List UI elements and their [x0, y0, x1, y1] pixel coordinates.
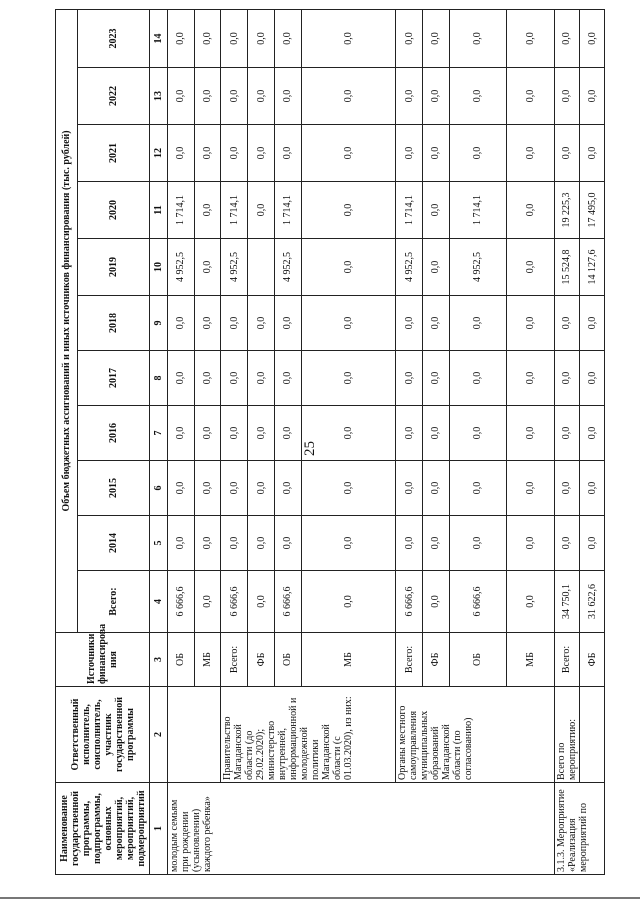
year-value: 17 495,0 — [580, 182, 605, 239]
year-value: 0,0 — [396, 296, 423, 351]
year-value: 4 952,5 — [168, 239, 195, 296]
year-value: 0,0 — [301, 461, 396, 516]
total-value: 6 666,6 — [396, 571, 423, 633]
year-value: 0,0 — [422, 461, 449, 516]
year-value: 0,0 — [274, 68, 301, 125]
total-value: 6 666,6 — [274, 571, 301, 633]
year-value: 0,0 — [449, 406, 507, 461]
funding-source: ФБ — [580, 633, 605, 687]
header-year: 2017 — [78, 351, 150, 406]
year-value: 0,0 — [274, 461, 301, 516]
year-value: 0,0 — [554, 516, 580, 571]
year-value: 0,0 — [301, 351, 396, 406]
year-value: 1 714,1 — [221, 182, 248, 239]
header-total: Всего: — [78, 571, 150, 633]
funding-source: ОБ — [274, 633, 301, 687]
year-value: 0,0 — [194, 68, 221, 125]
header-year: 2019 — [78, 239, 150, 296]
year-value: 0,0 — [507, 461, 554, 516]
column-number: 1 — [150, 783, 168, 875]
executor-name: Правительство Магаданской области (до 29.02.2020); министерство внутренней, информационной и молодежной политики Магаданской области (с 01.03.2020), из них: — [221, 687, 396, 783]
year-value: 14 127,6 — [580, 239, 605, 296]
header-year: 2018 — [78, 296, 150, 351]
year-value: 0,0 — [194, 351, 221, 406]
executor-name — [580, 687, 605, 783]
year-value: 1 714,1 — [396, 182, 423, 239]
header-year: 2023 — [78, 9, 150, 67]
year-value: 0,0 — [580, 9, 605, 67]
year-value: 0,0 — [301, 68, 396, 125]
year-value: 0,0 — [507, 125, 554, 182]
financing-table-wrapper — [55, 10, 605, 875]
year-value: 0,0 — [248, 9, 275, 67]
year-value: 0,0 — [301, 516, 396, 571]
year-value: 0,0 — [248, 125, 275, 182]
year-value: 0,0 — [194, 182, 221, 239]
header-name-col: Наименование государственной программы, подпрограммы, основных мероприятий, мероприятий, подмероприятий — [56, 783, 150, 875]
year-value: 0,0 — [274, 296, 301, 351]
year-value: 0,0 — [422, 516, 449, 571]
funding-source: МБ — [301, 633, 396, 687]
year-value: 0,0 — [168, 125, 195, 182]
year-value: 0,0 — [580, 68, 605, 125]
year-value: 0,0 — [248, 68, 275, 125]
header-year: 2022 — [78, 68, 150, 125]
year-value: 0,0 — [168, 351, 195, 406]
year-value: 0,0 — [168, 516, 195, 571]
total-value: 0,0 — [301, 571, 396, 633]
year-value: 0,0 — [168, 406, 195, 461]
year-value: 0,0 — [301, 239, 396, 296]
year-value: 0,0 — [301, 296, 396, 351]
year-value: 0,0 — [449, 125, 507, 182]
funding-source: МБ — [507, 633, 554, 687]
year-value: 0,0 — [422, 182, 449, 239]
header-year: 2020 — [78, 182, 150, 239]
year-value: 0,0 — [168, 9, 195, 67]
year-value: 0,0 — [554, 296, 580, 351]
column-number: 2 — [150, 687, 168, 783]
year-value: 0,0 — [274, 516, 301, 571]
activity-name: 3.1.3. Мероприятие «Реализация мероприятий по — [554, 783, 605, 875]
year-value: 0,0 — [422, 9, 449, 67]
year-value: 0,0 — [396, 125, 423, 182]
year-value: 0,0 — [554, 125, 580, 182]
year-value: 0,0 — [301, 9, 396, 67]
year-value: 0,0 — [396, 516, 423, 571]
year-value: 0,0 — [554, 9, 580, 67]
year-value: 0,0 — [301, 182, 396, 239]
year-value: 0,0 — [194, 125, 221, 182]
year-value: 0,0 — [580, 461, 605, 516]
year-value: 0,0 — [507, 296, 554, 351]
funding-source: МБ — [194, 633, 221, 687]
year-value: 0,0 — [248, 182, 275, 239]
year-value: 0,0 — [221, 351, 248, 406]
column-number: 10 — [150, 239, 168, 296]
year-value: 4 952,5 — [396, 239, 423, 296]
column-number: 11 — [150, 182, 168, 239]
funding-source: Всего: — [554, 633, 580, 687]
year-value: 4 952,5 — [449, 239, 507, 296]
header-source-col: Источники финансирова ния — [56, 633, 150, 687]
year-value: 0,0 — [507, 516, 554, 571]
year-value: 0,0 — [422, 239, 449, 296]
year-value: 0,0 — [194, 9, 221, 67]
year-value: 1 714,1 — [168, 182, 195, 239]
column-number: 9 — [150, 296, 168, 351]
table-row — [168, 9, 195, 874]
year-value: 0,0 — [168, 296, 195, 351]
total-value: 31 622,6 — [580, 571, 605, 633]
year-value: 0,0 — [396, 461, 423, 516]
year-value: 0,0 — [580, 516, 605, 571]
bottom-rule — [0, 897, 640, 899]
year-value: 0,0 — [221, 125, 248, 182]
total-value: 34 750,1 — [554, 571, 580, 633]
table-row — [396, 9, 423, 874]
total-value: 6 666,6 — [449, 571, 507, 633]
total-value: 0,0 — [507, 571, 554, 633]
activity-name: молодым семьям при рождении (усыновлении) каждого ребенка» — [168, 783, 555, 875]
year-value: 0,0 — [248, 296, 275, 351]
year-value: 0,0 — [221, 9, 248, 67]
page-number: 25 — [302, 441, 318, 456]
total-value: 6 666,6 — [168, 571, 195, 633]
year-value: 0,0 — [396, 68, 423, 125]
executor-name — [168, 687, 221, 783]
year-value: 0,0 — [248, 461, 275, 516]
year-value: 0,0 — [301, 125, 396, 182]
year-value: 0,0 — [396, 9, 423, 67]
header-financing-group: Объем бюджетных ассигнований и иных источников финансирования (тыс. рублей) — [56, 9, 78, 632]
year-value: 0,0 — [554, 351, 580, 406]
year-value: 15 524,8 — [554, 239, 580, 296]
year-value: 0,0 — [422, 351, 449, 406]
table-row — [221, 9, 248, 874]
total-value: 0,0 — [194, 571, 221, 633]
year-value: 19 225,3 — [554, 182, 580, 239]
year-value: 4 952,5 — [221, 239, 248, 296]
year-value: 0,0 — [580, 351, 605, 406]
year-value: 0,0 — [449, 461, 507, 516]
header-year: 2016 — [78, 406, 150, 461]
year-value: 0,0 — [221, 516, 248, 571]
year-value: 0,0 — [422, 68, 449, 125]
year-value: 0,0 — [301, 406, 396, 461]
year-value: 0,0 — [507, 182, 554, 239]
year-value: 0,0 — [422, 125, 449, 182]
year-value: 0,0 — [507, 351, 554, 406]
total-value: 0,0 — [422, 571, 449, 633]
year-value: 0,0 — [194, 239, 221, 296]
year-value: 0,0 — [194, 461, 221, 516]
column-number: 5 — [150, 516, 168, 571]
funding-source: ОБ — [449, 633, 507, 687]
year-value: 0,0 — [580, 406, 605, 461]
year-value: 1 714,1 — [449, 182, 507, 239]
column-number: 4 — [150, 571, 168, 633]
column-number: 3 — [150, 633, 168, 687]
total-value: 0,0 — [248, 571, 275, 633]
year-value: 4 952,5 — [274, 239, 301, 296]
year-value: 0,0 — [507, 68, 554, 125]
year-value: 0,0 — [274, 9, 301, 67]
column-number: 14 — [150, 9, 168, 67]
year-value: 0,0 — [507, 9, 554, 67]
funding-source: ФБ — [248, 633, 275, 687]
year-value: 0,0 — [422, 406, 449, 461]
table-row — [554, 9, 580, 874]
year-value: 0,0 — [580, 296, 605, 351]
column-number: 8 — [150, 351, 168, 406]
year-value: 0,0 — [449, 296, 507, 351]
year-value: 0,0 — [274, 406, 301, 461]
year-value: 0,0 — [221, 406, 248, 461]
funding-source: Всего: — [221, 633, 248, 687]
year-value: 0,0 — [396, 406, 423, 461]
year-value: 0,0 — [194, 296, 221, 351]
year-value: 0,0 — [449, 516, 507, 571]
header-year: 2014 — [78, 516, 150, 571]
year-value: 0,0 — [274, 125, 301, 182]
table-row — [580, 9, 605, 874]
header-year: 2021 — [78, 125, 150, 182]
year-value: 0,0 — [422, 296, 449, 351]
year-value: 0,0 — [449, 68, 507, 125]
year-value: 0,0 — [554, 406, 580, 461]
column-number: 6 — [150, 461, 168, 516]
total-value: 6 666,6 — [221, 571, 248, 633]
year-value: 0,0 — [449, 9, 507, 67]
financing-table — [55, 9, 605, 875]
year-value: 0,0 — [507, 406, 554, 461]
year-value: 0,0 — [168, 461, 195, 516]
funding-source: ФБ — [422, 633, 449, 687]
year-value: 0,0 — [396, 351, 423, 406]
year-value: 0,0 — [274, 351, 301, 406]
year-value: 0,0 — [580, 125, 605, 182]
year-value: 0,0 — [554, 68, 580, 125]
year-value: 0,0 — [248, 406, 275, 461]
year-value: 0,0 — [221, 68, 248, 125]
column-number: 13 — [150, 68, 168, 125]
year-value: 0,0 — [507, 239, 554, 296]
year-value: 1 714,1 — [274, 182, 301, 239]
column-number: 7 — [150, 406, 168, 461]
year-value: 0,0 — [248, 351, 275, 406]
funding-source: ОБ — [168, 633, 195, 687]
executor-name: Органы местного самоуправления муниципальных образований Магаданской области (по согласованию) — [396, 687, 554, 783]
year-value: 0,0 — [194, 406, 221, 461]
year-value: 0,0 — [449, 351, 507, 406]
year-value: 0,0 — [248, 516, 275, 571]
year-value — [248, 239, 275, 296]
header-executor-col: Ответственный исполнитель, соисполнитель, участник государственной программы — [56, 687, 150, 783]
year-value: 0,0 — [554, 461, 580, 516]
header-year: 2015 — [78, 461, 150, 516]
column-number: 12 — [150, 125, 168, 182]
executor-name: Всего по мероприятию: — [554, 687, 580, 783]
year-value: 0,0 — [221, 461, 248, 516]
year-value: 0,0 — [194, 516, 221, 571]
year-value: 0,0 — [221, 296, 248, 351]
funding-source: Всего: — [396, 633, 423, 687]
year-value: 0,0 — [168, 68, 195, 125]
